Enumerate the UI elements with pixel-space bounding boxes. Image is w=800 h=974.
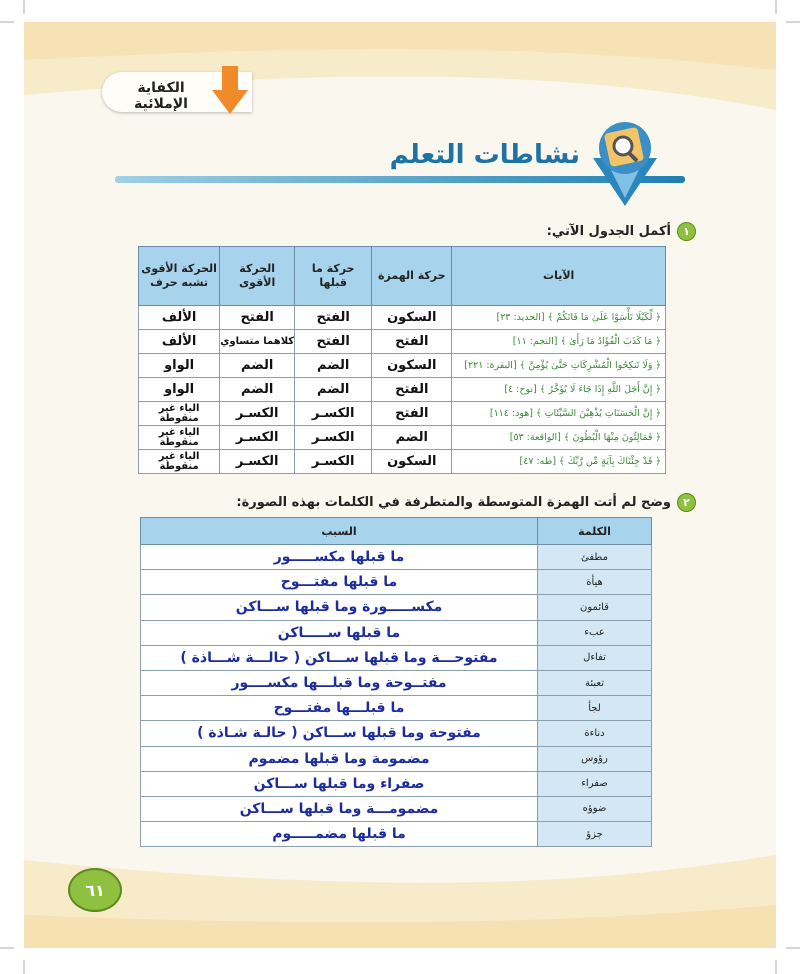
column-header: الكلمة: [538, 518, 652, 545]
table-cell: الضم: [220, 378, 295, 402]
table-cell: الفتح: [372, 378, 452, 402]
table-cell: الياء غير منقوطة: [139, 426, 220, 450]
table-row: [141, 721, 652, 746]
down-arrow-icon: [212, 66, 248, 114]
column-header: الآيات: [452, 247, 666, 306]
reason-cell: مكســـــورة وما قبلها ســـاكن: [141, 595, 538, 620]
table-row: [141, 595, 652, 620]
reason-cell: ما قبلها مفتـــوح: [141, 570, 538, 595]
word-cell: مطفئ: [538, 545, 652, 570]
word-cell: تعبئة: [538, 670, 652, 695]
word-cell: عبء: [538, 620, 652, 645]
table-row: [141, 696, 652, 721]
word-cell: هيأة: [538, 570, 652, 595]
table-cell: الواو: [139, 354, 220, 378]
table-cell: الكسـر: [220, 402, 295, 426]
table-row: [139, 354, 666, 378]
page-number: ٦١: [68, 868, 122, 912]
reason-cell: ما قبلها ســـــاكن: [141, 620, 538, 645]
table-row: [141, 796, 652, 821]
table-cell: الواو: [139, 378, 220, 402]
table-row: [139, 426, 666, 450]
word-cell: قائمون: [538, 595, 652, 620]
reason-cell: مفتوحة وما قبلها ســـاكن ( حالـة شـاذة ): [141, 721, 538, 746]
table-row: [141, 620, 652, 645]
table-row: [139, 450, 666, 474]
word-cell: جزؤ: [538, 822, 652, 847]
verse-cell: ﴿ وَلَا تَنكِحُوا الْمُشْرِكَاتِ حَتَّىٰ يُؤْمِنَّ ﴾ [البقرة: ٢٢١]: [452, 354, 666, 378]
table-row: [141, 570, 652, 595]
table-cell: الضم: [295, 354, 372, 378]
verse-cell: ﴿ فَمَالِئُونَ مِنْهَا الْبُطُونَ ﴾ [الواقعة: ٥٣]: [452, 426, 666, 450]
magnifier-emblem-icon: [585, 118, 665, 208]
table-cell: الكسـر: [295, 450, 372, 474]
column-header: حركة الهمزة: [372, 247, 452, 306]
table-cell: الضم: [220, 354, 295, 378]
reason-cell: ما قبلها مضمـــــوم: [141, 822, 538, 847]
table-cell: السكون: [372, 450, 452, 474]
question-1: [547, 222, 696, 241]
question-number-badge: ١: [677, 222, 696, 241]
reason-cell: مفتوحـــة وما قبلها ســـاكن ( حالـــة شـــاذة ): [141, 645, 538, 670]
table-row: [139, 306, 666, 330]
table-row: [139, 330, 666, 354]
table-cell: الياء غير منقوطة: [139, 450, 220, 474]
table-cell: الياء غير منقوطة: [139, 402, 220, 426]
verse-cell: ﴿ لِّكَيْلَا تَأْسَوْا عَلَىٰ مَا فَاتَكُمْ ﴾ [الحديد: ٢٣]: [452, 306, 666, 330]
table-row: [141, 771, 652, 796]
table-cell: الكسـر: [295, 402, 372, 426]
table-cell: الألف: [139, 330, 220, 354]
verse-cell: ﴿ مَا كَذَبَ الْفُؤَادُ مَا رَأَىٰ ﴾ [النجم: ١١]: [452, 330, 666, 354]
table-cell: الضم: [372, 426, 452, 450]
table-cell: الضم: [295, 378, 372, 402]
word-cell: رؤوس: [538, 746, 652, 771]
table-cell: الكسـر: [220, 450, 295, 474]
table-cell: الكسـر: [295, 426, 372, 450]
word-cell: دناءة: [538, 721, 652, 746]
words-table: [140, 517, 652, 847]
word-cell: لجأ: [538, 696, 652, 721]
table-row: [141, 822, 652, 847]
verse-cell: ﴿ إِنَّ الْحَسَنَاتِ يُذْهِبْنَ السَّيِّئَاتِ ﴾ [هود: ١١٤]: [452, 402, 666, 426]
verse-cell: ﴿ قَدْ جِئْنَاكَ بِآيَةٍ مِّن رَّبِّكَ ﴾ [طه: ٤٧]: [452, 450, 666, 474]
column-header: حركة ما قبلها: [295, 247, 372, 306]
table-row: [139, 378, 666, 402]
word-cell: ضوؤه: [538, 796, 652, 821]
verses-table: [138, 246, 666, 474]
column-header: الحركة الأقوى: [220, 247, 295, 306]
table-cell: الألف: [139, 306, 220, 330]
reason-cell: مفتــوحة وما قبلـــها مكســــور: [141, 670, 538, 695]
table-cell: الكسـر: [220, 426, 295, 450]
reason-cell: مضمومة وما قبلها مضموم: [141, 746, 538, 771]
reason-cell: ما قبلها مكســـــور: [141, 545, 538, 570]
word-cell: صفراء: [538, 771, 652, 796]
table-cell: الفتح: [295, 306, 372, 330]
table-cell: السكون: [372, 354, 452, 378]
table-row: [141, 746, 652, 771]
question-text: وضح لم أتت الهمزة المتوسطة والمتطرفة في الكلمات بهذه الصورة:: [236, 495, 671, 510]
question-text: أكمل الجدول الآتي:: [546, 224, 671, 239]
table-row: [141, 670, 652, 695]
column-header: السبب: [141, 518, 538, 545]
column-header: الحركة الأقوى تشبه حرف: [139, 247, 220, 306]
table-cell: كلاهما متساوي: [220, 330, 295, 354]
reason-cell: ما قبلـــها مفتـــوح: [141, 696, 538, 721]
reason-cell: صفراء وما قبلها ســـاكن: [141, 771, 538, 796]
table-row: [139, 402, 666, 426]
table-cell: الفتح: [372, 330, 452, 354]
reason-cell: مضمومـــة وما قبلها ســـاكن: [141, 796, 538, 821]
table-cell: السكون: [372, 306, 452, 330]
table-row: [141, 545, 652, 570]
table-row: [141, 645, 652, 670]
table-cell: الفتح: [220, 306, 295, 330]
table-cell: الفتح: [295, 330, 372, 354]
verse-cell: ﴿ إِنَّ أَجَلَ اللَّهِ إِذَا جَاءَ لَا يُؤَخَّرُ ﴾ [نوح: ٤]: [452, 378, 666, 402]
question-2: [236, 493, 696, 512]
section-tab-label: الكفاية الإملائية: [134, 80, 188, 112]
page-title: نشاطات التعلم: [389, 140, 580, 170]
question-number-badge: ٢: [677, 493, 696, 512]
word-cell: تفاءل: [538, 645, 652, 670]
table-cell: الفتح: [372, 402, 452, 426]
